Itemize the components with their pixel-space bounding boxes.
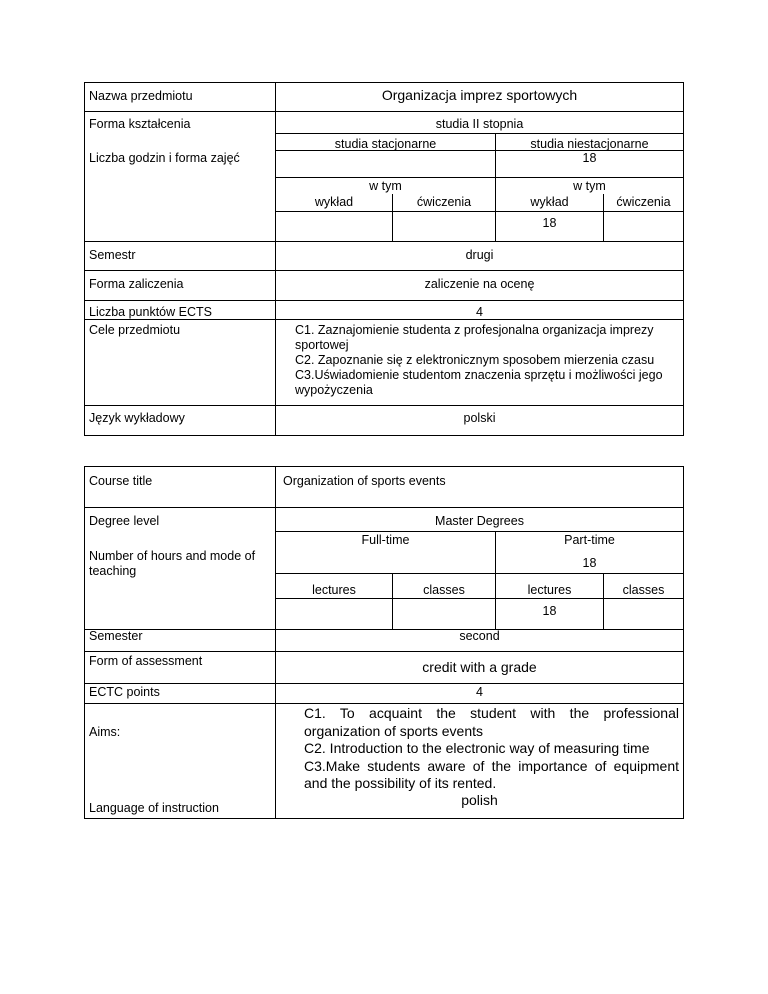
aims-list	[304, 705, 679, 793]
language-value: polski	[463, 411, 496, 425]
assessment-value: credit with a grade	[422, 659, 537, 675]
form-of-study: studia II stopnia	[435, 117, 524, 131]
fulltime-header: Full-time	[361, 533, 410, 547]
parttime-lectures: lectures	[527, 583, 572, 597]
parttime-hours: 18	[582, 151, 597, 165]
label-language: Language of instruction	[89, 801, 219, 815]
language-value: polish	[461, 792, 498, 808]
aim-item: C3.Make students aware of the importance of equipment and the possibility of its rented.	[304, 757, 679, 791]
fulltime-header: studia stacjonarne	[334, 137, 437, 151]
label-degree-level: Degree level	[89, 514, 160, 528]
parttime-lectures-hours: 18	[542, 604, 557, 618]
aim-item: C1. To acquaint the student with the professional organization of sports events	[304, 705, 679, 739]
label-ects: ECTC points	[89, 685, 160, 699]
label-aims: Cele przedmiotu	[89, 323, 181, 337]
label-aims: Aims:	[89, 725, 121, 739]
fulltime-classes: classes	[423, 583, 465, 597]
polish-course-table	[84, 82, 684, 436]
fulltime-classes: ćwiczenia	[416, 195, 472, 209]
aim-item: C2. Introduction to the electronic way of measuring time	[304, 740, 650, 756]
parttime-hours: 18	[582, 556, 597, 570]
label-semester: Semester	[89, 629, 143, 643]
label-hours: Number of hours and mode of teaching	[89, 549, 256, 578]
english-course-table	[84, 466, 684, 819]
ects-value: 4	[476, 305, 483, 319]
degree-level: Master Degrees	[435, 514, 524, 528]
label-course-title: Course title	[89, 474, 153, 488]
semester-value: drugi	[465, 248, 494, 262]
label-form-of-study: Forma kształcenia	[89, 117, 191, 131]
fulltime-lectures: wykład	[314, 195, 354, 209]
label-language: Język wykładowy	[89, 411, 185, 425]
aim-item: C1. Zaznajomienie studenta z profesjonalna organizacja imprezy sportowej	[295, 323, 654, 352]
aim-item: C2. Zapoznanie się z elektronicznym sposobem mierzenia czasu	[295, 353, 655, 367]
parttime-header: studia niestacjonarne	[530, 137, 649, 151]
aims-list	[295, 323, 680, 398]
fulltime-including: w tym	[369, 179, 402, 193]
label-assessment: Forma zaliczenia	[89, 277, 184, 291]
label-hours: Liczba godzin i forma zajęć	[89, 151, 240, 165]
assessment-value: zaliczenie na ocenę	[424, 277, 535, 291]
parttime-header: Part-time	[564, 533, 615, 547]
fulltime-lectures: lectures	[312, 583, 356, 597]
label-assessment: Form of assessment	[89, 654, 203, 668]
course-title: Organization of sports events	[283, 474, 446, 488]
semester-value: second	[459, 629, 500, 643]
label-course-name: Nazwa przedmiotu	[89, 89, 193, 103]
ects-value: 4	[476, 685, 483, 699]
label-ects: Liczba punktów ECTS	[89, 305, 212, 319]
parttime-classes: classes	[622, 583, 665, 597]
course-name: Organizacja imprez sportowych	[381, 87, 578, 103]
parttime-classes: ćwiczenia	[616, 195, 671, 209]
parttime-including: w tym	[573, 179, 606, 193]
parttime-lectures: wykład	[530, 195, 569, 209]
aim-item: C3.Uświadomienie studentom znaczenia sprzętu i możliwości jego wypożyczenia	[295, 368, 663, 397]
label-semester: Semestr	[89, 248, 136, 262]
parttime-lectures-hours: 18	[542, 216, 557, 230]
